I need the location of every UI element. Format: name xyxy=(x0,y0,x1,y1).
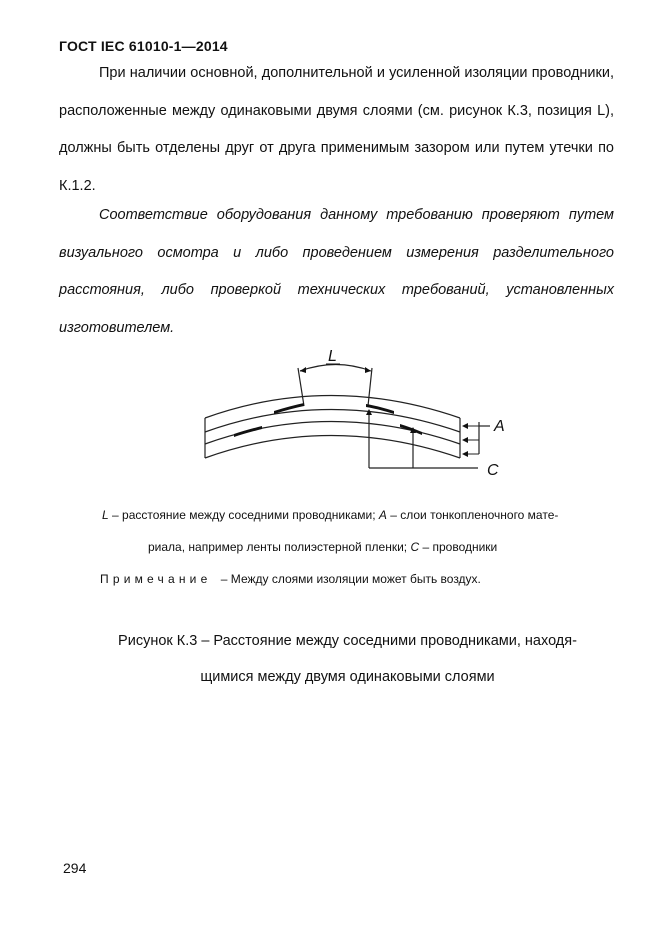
conductor-3 xyxy=(234,426,262,437)
dimension-arc-L xyxy=(300,365,371,372)
arrowhead-l-right xyxy=(365,367,371,373)
legend-symbol-L: L xyxy=(102,508,109,522)
figure-caption-line-2: щимися между двумя одинаковыми слоями xyxy=(200,669,495,685)
layer-line-4 xyxy=(205,436,460,459)
dimension-ext-left xyxy=(298,368,304,406)
dimension-ext-right xyxy=(368,368,372,406)
paragraph-requirement: При наличии основной, дополнительной и усиленной изоляции проводники, расположенные между одинаковыми двумя слоями (см. рисунок К.3, позиция L), должны быть отделены друг от друга применимым зазором или путем утечки по К.1.2. xyxy=(59,65,614,194)
layer-line-2 xyxy=(205,410,460,433)
layer-line-1 xyxy=(205,396,460,419)
legend-text-A: – слои тонкопленочного мате- xyxy=(386,508,559,522)
document-header: ГОСТ IEC 61010-1—2014 xyxy=(59,38,228,54)
figure-label-L: L xyxy=(328,348,337,365)
legend-symbol-C: C xyxy=(410,540,420,554)
legend-symbol-A: A xyxy=(378,508,387,522)
legend-text-C: – проводники xyxy=(419,540,498,554)
figure-label-A: A xyxy=(494,418,505,435)
arrowhead-a-3 xyxy=(462,451,468,457)
figure-caption-line-1: Рисунок К.3 – Расстояние между соседними проводниками, находя- xyxy=(118,633,577,649)
figure-legend-line-1 xyxy=(102,508,612,522)
figure-note xyxy=(100,572,481,586)
legend-text-continued: риала, например ленты полиэстерной пленки; xyxy=(148,540,411,554)
page-number: 294 xyxy=(63,860,87,876)
legend-text-L: – расстояние между соседними проводниками; xyxy=(108,508,379,522)
note-label: Примечание xyxy=(100,572,212,586)
figure-label-C: C xyxy=(487,462,499,479)
paragraph-compliance: Соответствие оборудования данному требованию проверяют путем визуального осмотра и либо проведением измерения разделительного расстояния, либо проверкой технических требований, установленных изготовителем. xyxy=(59,207,614,336)
conductor-4 xyxy=(400,424,422,435)
arrowhead-a-2 xyxy=(462,437,468,443)
figure-legend-line-2 xyxy=(148,540,497,554)
figure-k3-diagram xyxy=(200,340,510,485)
note-text: – Между слоями изоляции может быть воздух. xyxy=(217,572,481,586)
arrowhead-l-left xyxy=(300,367,306,373)
arrowhead-a-1 xyxy=(462,423,468,429)
